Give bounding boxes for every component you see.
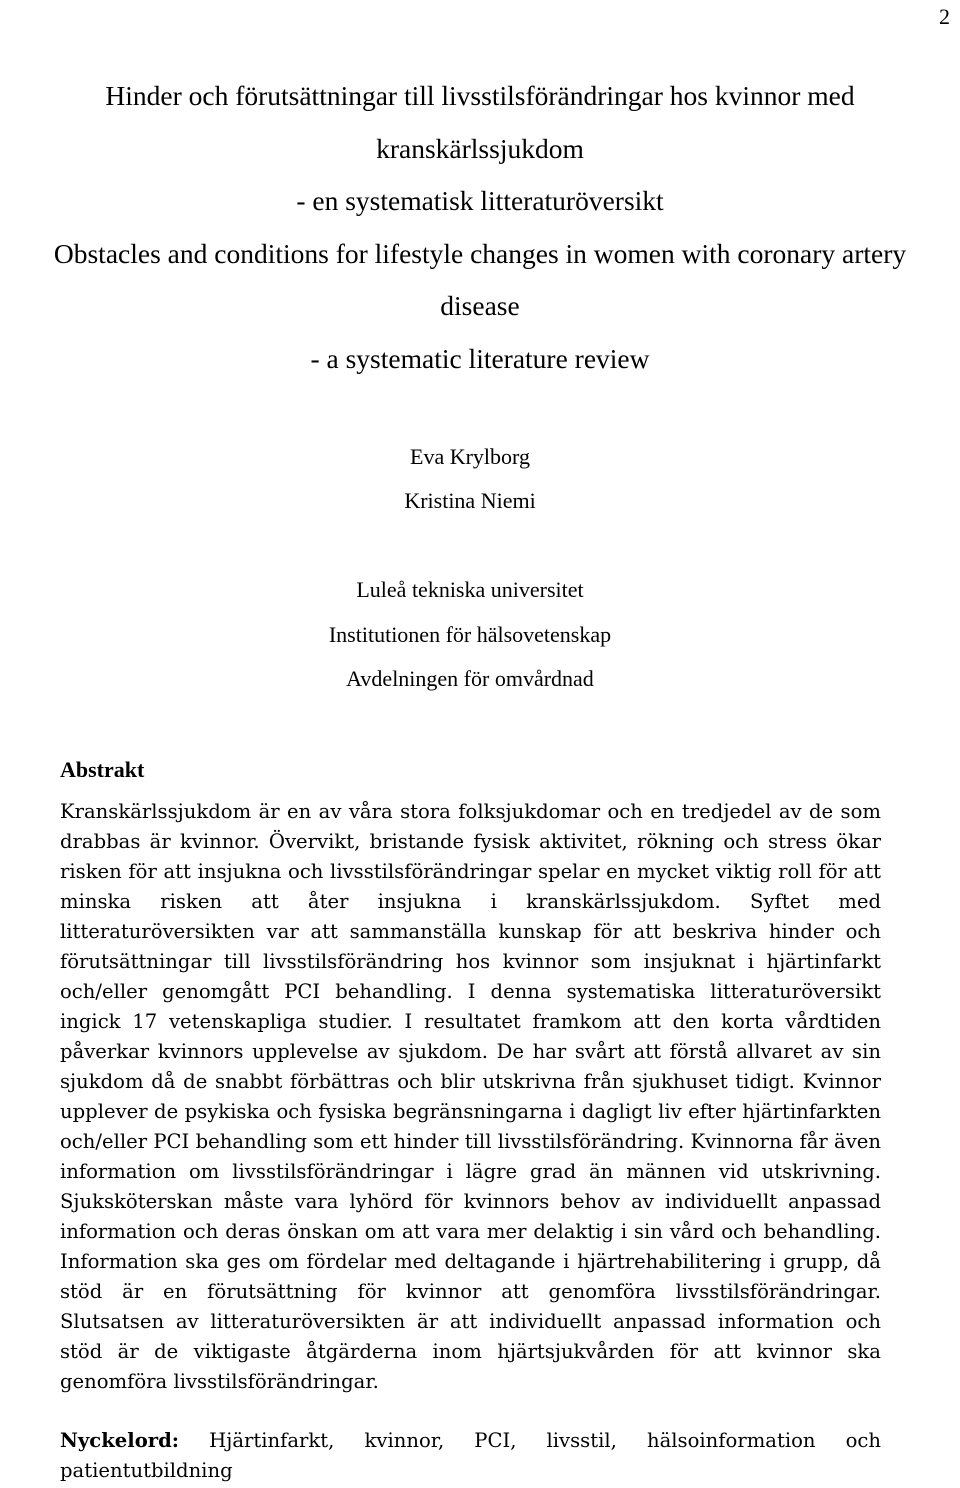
keywords-text: Hjärtinfarkt, kvinnor, PCI, livsstil, hälsoinformation och patientutbildning <box>60 1429 881 1482</box>
keywords-label: Nyckelord: <box>60 1429 180 1452</box>
title-line-4: Obstacles and conditions for lifestyle changes in women with coronary artery <box>53 237 907 269</box>
title-block <box>0 70 960 385</box>
title-line-1: Hinder och förutsättningar till livsstilsförändringar hos kvinnor med <box>105 80 855 111</box>
authors <box>0 435 940 523</box>
affiliation-division: Avdelningen för omvårdnad <box>346 666 594 691</box>
title-line-3: - en systematisk litteraturöversikt <box>296 185 664 216</box>
title-line-6: - a systematic literature review <box>310 342 650 374</box>
abstract-body: Kranskärlssjukdom är en av våra stora folksjukdomar och en tredjedel av de som drabbas är kvinnor. Övervikt, bristande fysisk aktivitet, rökning och stress ökar risken för att insjukna och livsstilsförändringar spelar en mycket viktig roll för att minska risken att åter insjukna i kranskärlssjukdom. Syftet med litteraturöversikten var att sammanställa kunskap för att beskriva hinder och förutsättningar till livsstilsförändring hos kvinnor som insjuknat i hjärtinfarkt och/eller genomgått PCI behandling. I denna systematiska litteraturöversikt ingick 17 vetenskapliga studier. I resultatet framkom att den korta vårdtiden påverkar kvinnors upplevelse av sjukdom. De har svårt att förstå allvaret av sin sjukdom då de snabbt förbättras och blir utskrivna från sjukhuset tidigt. Kvinnor upplever de psykiska och fysiska begränsningarna i dagligt liv efter hjärtinfarkten och/eller PCI behandling som ett hinder till livsstilsförändring. Kvinnorna får även information om livsstilsförändringar i lägre grad än männen vid utskrivning. Sjuksköterskan måste vara lyhörd för kvinnors behov av individuellt anpassad information och deras önskan om att vara mer delaktig i sin vård och behandling. Information ska ges om fördelar med deltagande i hjärtrehabilitering i grupp, då stöd är en förutsättning för kvinnor att genomföra livsstilsförändringar. Slutsatsen av litteraturöversikten är att individuellt anpassad information och stöd är de viktigaste åtgärderna inom hjärtsjukvården för att kvinnor ska genomföra livsstilsförändringar. <box>60 800 881 1393</box>
title-line-5: disease <box>440 290 520 321</box>
author-1: Eva Krylborg <box>410 444 530 469</box>
affiliation-university: Luleå tekniska universitet <box>356 577 584 602</box>
title-line-2: kranskärlssjukdom <box>376 132 584 164</box>
keywords <box>60 1426 881 1486</box>
affiliation-institution: Institutionen för hälsovetenskap <box>328 621 612 647</box>
abstract-heading: Abstrakt <box>60 757 145 782</box>
affiliation <box>0 568 940 702</box>
page-number: 2 <box>939 4 950 29</box>
author-2: Kristina Niemi <box>404 488 536 513</box>
